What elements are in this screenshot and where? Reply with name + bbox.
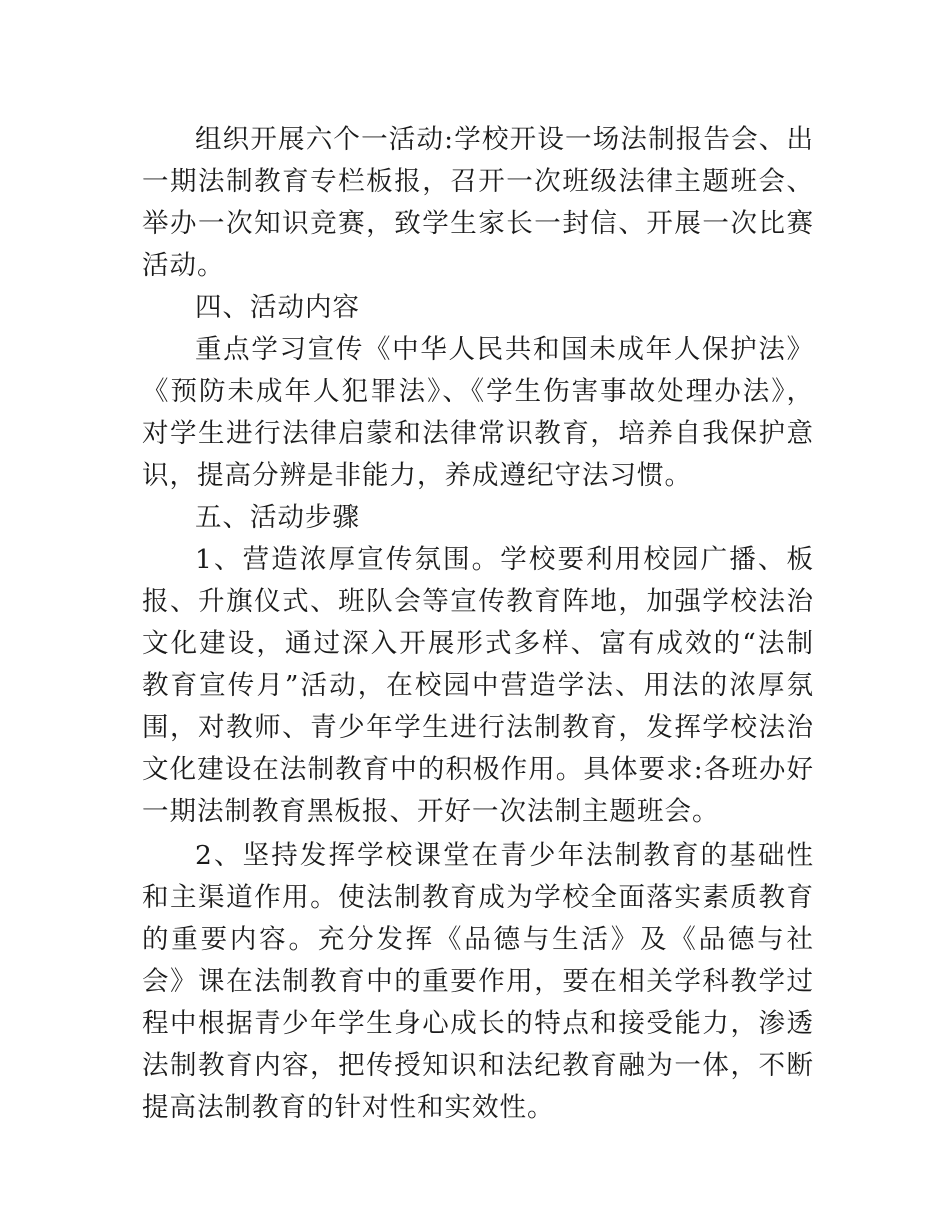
document-body <box>142 119 814 1129</box>
paragraph-step-2: 2、坚持发挥学校课堂在青少年法制教育的基础性和主渠道作用。使法制教育成为学校全面落实素质教育的重要内容。充分发挥《品德与生活》及《品德与社会》课在法制教育中的重要作用，要在相关学科教学过程中根据青少年学生身心成长的特点和接受能力，渗透法制教育内容，把传授知识和法纪教育融为一体，不断提高法制教育的针对性和实效性。 <box>142 840 814 1123</box>
heading-activity-steps: 五、活动步骤 <box>195 502 360 533</box>
paragraph-six-activities: 组织开展六个一活动:学校开设一场法制报告会、出一期法制教育专栏板报，召开一次班级法律主题班会、举办一次知识竞赛，致学生家长一封信、开展一次比赛活动。 <box>142 124 814 281</box>
paragraph-step-1: 1、营造浓厚宣传氛围。学校要利用校园广播、板报、升旗仪式、班队会等宣传教育阵地，加强学校法治文化建设，通过深入开展形式多样、富有成效的“法制教育宣传月”活动，在校园中营造学法、用法的浓厚氛围，对教师、青少年学生进行法制教育，发挥学校法治文化建设在法制教育中的积极作用。具体要求:各班办好一期法制教育黑板报、开好一次法制主题班会。 <box>142 544 814 827</box>
paragraph-activity-content: 重点学习宣传《中华人民共和国未成年人保护法》《预防未成年人犯罪法》、《学生伤害事故处理办法》，对学生进行法律启蒙和法律常识教育，培养自我保护意识，提高分辨是非能力，养成遵纪守法习惯。 <box>142 334 814 491</box>
heading-activity-content: 四、活动内容 <box>195 292 360 323</box>
